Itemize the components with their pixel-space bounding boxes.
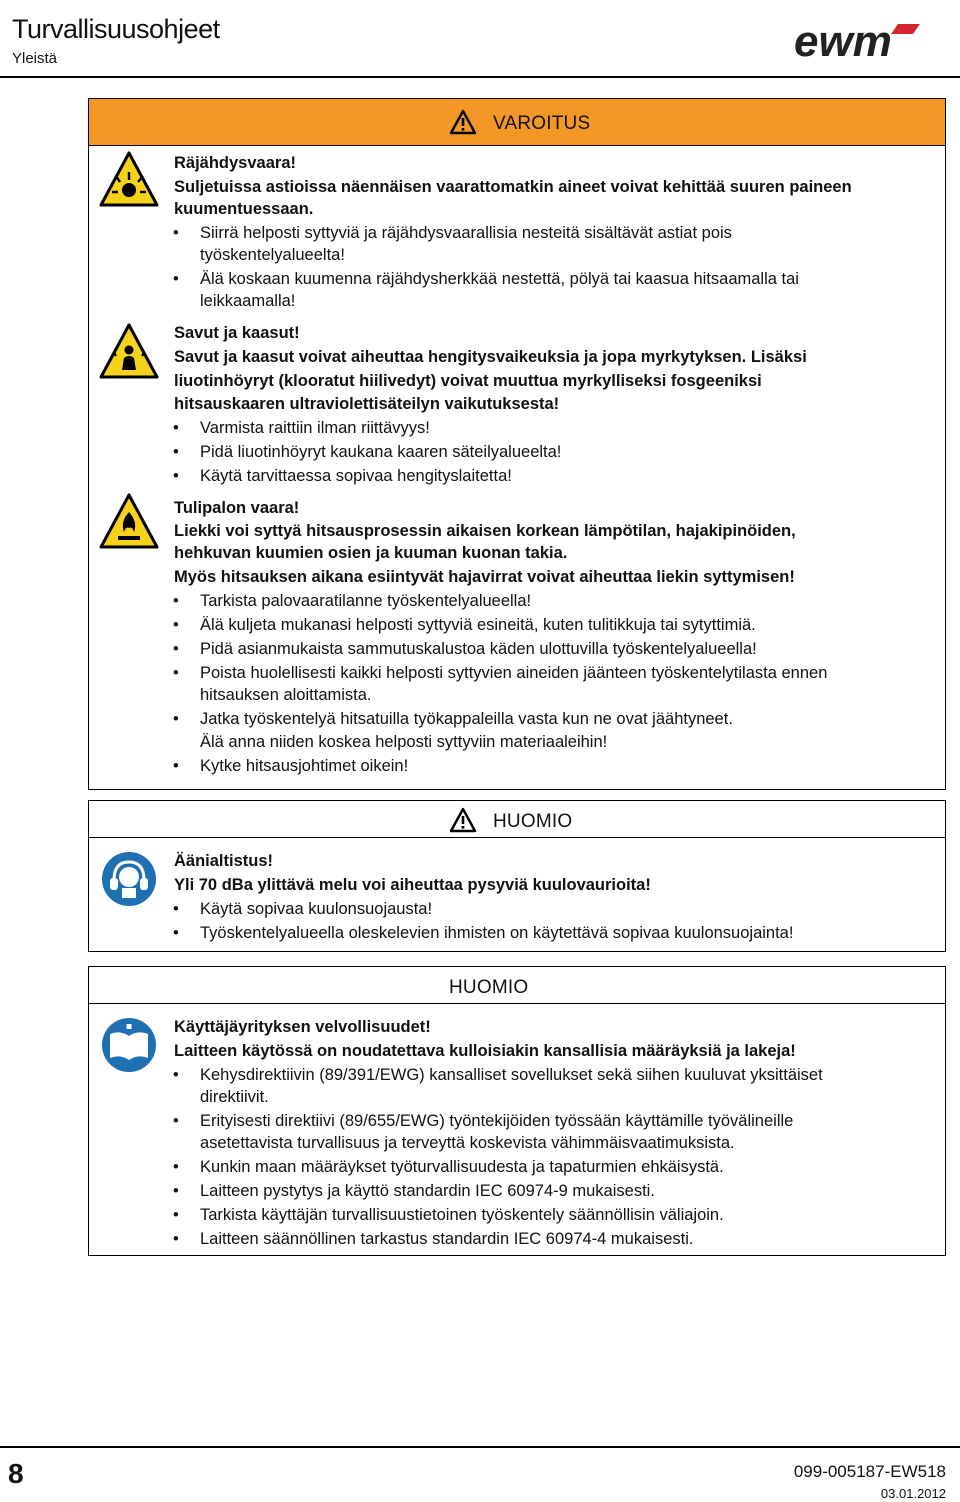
list-item-cont: asetettavista turvallisuus ja terveyttä koskevista vähimmäisvaatimuksista. (200, 1134, 735, 1152)
notice-band (89, 801, 945, 838)
notice-band (89, 967, 945, 1004)
obligations-line-1: Laitteen käytössä on noudatettava kulloisiakin kansallisia määräyksiä ja lakeja! (174, 1042, 796, 1060)
page-subtitle: Yleistä (12, 50, 58, 67)
logo-text: ewm (794, 20, 892, 60)
fire-hazard-icon (98, 492, 160, 550)
explosion-heading: Räjähdysvaara! (174, 154, 296, 172)
warning-triangle-icon (449, 807, 477, 833)
list-item-cont: direktiivit. (200, 1088, 269, 1106)
document-date: 03.01.2012 (880, 1486, 946, 1501)
explosion-intro-2: kuumentuessaan. (174, 200, 314, 218)
ear-protection-icon (100, 850, 158, 908)
warning-band (89, 99, 945, 146)
page-number: 8 (8, 1458, 24, 1489)
notice-label: HUOMIO (449, 977, 529, 998)
read-manual-icon (100, 1016, 158, 1074)
fumes-line-3: hitsauskaaren ultraviolettisäteilyn vaikutuksesta! (174, 395, 560, 413)
explosion-hazard-icon (98, 150, 160, 208)
list-item-cont: Älä anna niiden koskea helposti syttyviin materiaaleihin! (200, 733, 608, 751)
fumes-heading: Savut ja kaasut! (174, 324, 300, 342)
fire-line-1: Liekki voi syttyä hitsausprosessin aikaisen korkean lämpötilan, hajakipinöiden, (174, 522, 796, 540)
header-rule (0, 76, 960, 78)
list-item-cont: hitsauksen aloittamista. (200, 686, 372, 704)
noise-line-1: Yli 70 dBa ylittävä melu voi aiheuttaa pysyviä kuulovaurioita! (174, 876, 651, 894)
footer-rule (0, 1446, 960, 1448)
noise-heading: Äänialtistus! (174, 852, 274, 870)
obligations-heading: Käyttäjäyrityksen velvollisuudet! (174, 1018, 431, 1036)
list-item-cont: työskentelyalueelta! (200, 246, 345, 264)
ewm-logo (794, 20, 934, 60)
fire-heading: Tulipalon vaara! (174, 499, 300, 517)
logo-accent (891, 24, 920, 34)
list-item-cont: leikkaamalla! (200, 292, 296, 310)
warning-label: VAROITUS (493, 113, 591, 134)
notice-label: HUOMIO (493, 811, 573, 832)
fumes-line-2: liuotinhöyryt (klooratut hiilivedyt) voivat muuttua myrkylliseksi fosgeeniksi (174, 372, 762, 390)
document-code: 099-005187-EW518 (793, 1462, 946, 1481)
fire-line-2: hehkuvan kuumien osien ja kuuman kuonan takia. (174, 544, 568, 562)
toxic-fumes-hazard-icon (98, 322, 160, 380)
fumes-line-1: Savut ja kaasut voivat aiheuttaa hengitysvaikeuksia ja jopa myrkytyksen. Lisäksi (174, 348, 807, 366)
explosion-intro-1: Suljetuissa astioissa näennäisen vaarattomatkin aineet voivat kehittää suuren paineen (174, 178, 852, 196)
fire-line-3: Myös hitsauksen aikana esiintyvät hajavirrat voivat aiheuttaa liekin syttymisen! (174, 568, 795, 586)
page-title: Turvallisuusohjeet (12, 14, 220, 44)
warning-triangle-icon (449, 109, 477, 135)
